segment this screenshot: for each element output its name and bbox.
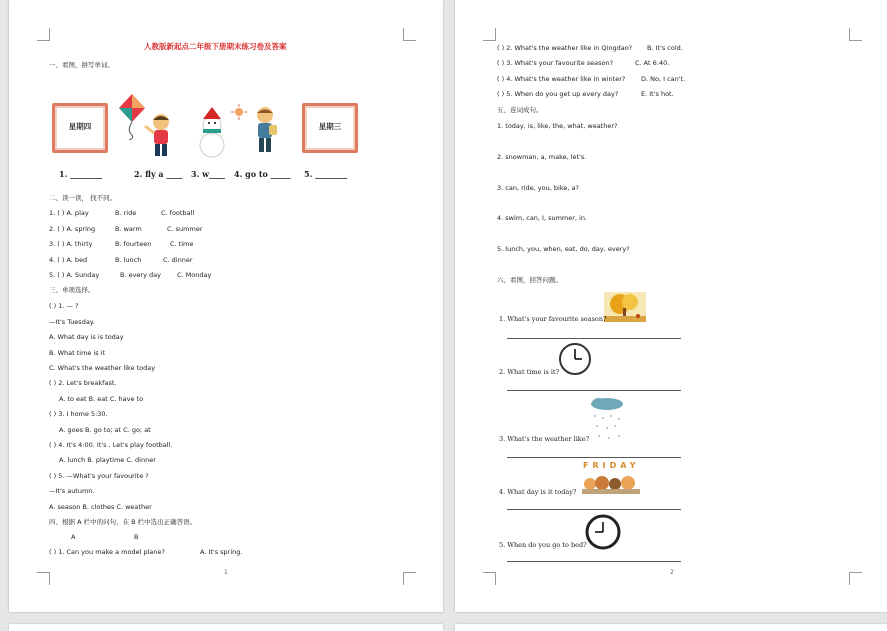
friday-banner: FRIDAY bbox=[583, 461, 640, 470]
animal-friends-image bbox=[582, 472, 640, 494]
section-5-heading: 五、连词成句。 bbox=[497, 106, 543, 114]
sentence-item: 4. swim, can, I, summer, in. bbox=[497, 214, 588, 222]
autumn-tree-image bbox=[604, 292, 646, 322]
answer-line bbox=[507, 457, 681, 458]
sec3-line: A. goes B. go to; at C. go; at bbox=[59, 426, 151, 434]
column-a-label: A bbox=[71, 533, 76, 541]
next-page-edge bbox=[455, 624, 887, 631]
clock-icon bbox=[558, 342, 592, 376]
crop-mark bbox=[483, 572, 496, 585]
match-answer: D. No, I can't. bbox=[641, 75, 686, 83]
sec3-line: A. What day is is today bbox=[49, 333, 124, 341]
picture-blank-4: 4. go to _____ bbox=[234, 169, 291, 179]
column-b-label: B bbox=[134, 533, 139, 541]
picture-question: 1. What's your favourite season? bbox=[499, 315, 607, 323]
match-question: ( ) 5. When do you get up every day? bbox=[497, 90, 619, 98]
match-answer: A. It's spring. bbox=[200, 548, 243, 556]
match-answer: C. At 6:40. bbox=[635, 59, 670, 67]
match-answer: B. It's cold. bbox=[647, 44, 683, 52]
sentence-item: 1. today, is, like, the, what, weather? bbox=[497, 122, 618, 130]
picture-question: 2. What time is it? bbox=[499, 368, 560, 376]
sec3-line: ( ) 2. Let's breakfast. bbox=[49, 379, 117, 387]
match-question: ( ) 3. What's your favourite season? bbox=[497, 59, 614, 67]
boy-icon bbox=[141, 112, 181, 160]
sec3-line: ( ) 5. —What's your favourite ? bbox=[49, 472, 149, 480]
match-question: ( ) 4. What's the weather like in winter? bbox=[497, 75, 626, 83]
crop-mark bbox=[37, 572, 50, 585]
picture-blank-2: 2. fly a ____ bbox=[134, 169, 183, 179]
weekday-frame-right: 星期三 bbox=[302, 103, 358, 153]
section-2-heading: 二、读一读， 找不同。 bbox=[49, 194, 117, 202]
picture-blank-5: 5. ________ bbox=[304, 169, 348, 179]
document-title: 人教版新起点二年级下册期末练习卷及答案 bbox=[144, 42, 287, 51]
page-number: 2 bbox=[670, 569, 674, 576]
crop-mark bbox=[849, 572, 862, 585]
sec3-line: ( ) 3. I home 5:30. bbox=[49, 410, 108, 418]
sec3-line: —It's Tuesday. bbox=[49, 318, 95, 326]
match-question: ( ) 1. Can you make a model plane? bbox=[49, 548, 165, 556]
answer-line bbox=[507, 561, 681, 562]
picture-question: 3. What's the weather like? bbox=[499, 435, 590, 443]
picture-question: 4. What day is it today? bbox=[499, 488, 577, 496]
sec3-line: C. What's the weather like today bbox=[49, 364, 156, 372]
weekday-frame-left: 星期四 bbox=[52, 103, 108, 153]
sec3-line: B. What time is it bbox=[49, 349, 106, 357]
sec3-line: —It's autumn. bbox=[49, 487, 95, 495]
sentence-item: 5. lunch, you, when, eat, do, day, every? bbox=[497, 245, 630, 253]
sentence-item: 3. can, ride, you, bike, a? bbox=[497, 184, 579, 192]
picture-blank-1: 1. ________ bbox=[59, 169, 103, 179]
sec3-line: A. lunch B. playtime C. dinner bbox=[59, 456, 156, 464]
section-4-heading: 四、根据 A 栏中的问句，在 B 栏中选出正确答语。 bbox=[49, 518, 197, 526]
rain-cloud-icon bbox=[587, 396, 629, 444]
document-page-1: 人教版新起点二年级下册期末练习卷及答案 一、看图，拼写单词。 星期四 星期三 1. ________ 2. fly a ____ 3. w____ 4. go to _____ 5. ________ 二、读一读， 找不同。 1. ( ) A. play B. ride C. football 2. ( ) A. spring B. warm C. summer 3. ( ) A. thirty B. fourteen C. time 4. ( ) A. bed B. lunch C. dinner 5. ( ) A. Sunday B. every day C. Monday 三、单项选择。 ( ) 1. — ? —It's Tuesday. A. What day is is today B. What time is it C. What's the weather like today ( ) 2. Let's breakfast. A. to eat B. eat C. have to ( ) 3. I home 5:30. A. goes B. go to; at C. go; at ( ) 4. It's 4:00. It's . Let's play football. A. lunch B. playtime C. dinner ( ) 5. —What's your favourite ? —It's autumn. A. season B. clothes C. weather 四、根据 A 栏中的问句，在 B 栏中选出正确答语。 A B ( ) 1. Can you make a model plane? A. It's spring. 1 bbox=[9, 0, 443, 612]
answer-line bbox=[507, 390, 681, 391]
crop-mark bbox=[849, 28, 862, 41]
section-1-heading: 一、看图，拼写单词。 bbox=[49, 61, 114, 69]
crop-mark bbox=[37, 28, 50, 41]
section-3-heading: 三、单项选择。 bbox=[49, 286, 95, 294]
picture-question: 5. When do you go to bed? bbox=[499, 541, 587, 549]
picture-blank-3: 3. w____ bbox=[191, 169, 226, 179]
crop-mark bbox=[403, 572, 416, 585]
sentence-item: 2. snowman, a, make, let's. bbox=[497, 153, 587, 161]
child-walking-icon bbox=[245, 105, 285, 159]
answer-line bbox=[507, 509, 681, 510]
sec3-line: A. season B. clothes C. weather bbox=[49, 503, 152, 511]
match-question: ( ) 2. What's the weather like in Qingdao? bbox=[497, 44, 633, 52]
next-page-edge bbox=[9, 624, 443, 631]
section-6-heading: 六、看图，回答问题。 bbox=[497, 276, 562, 284]
crop-mark bbox=[483, 28, 496, 41]
answer-line bbox=[507, 338, 681, 339]
crop-mark bbox=[403, 28, 416, 41]
clock-icon bbox=[585, 514, 621, 550]
sec3-line: ( ) 1. — ? bbox=[49, 302, 79, 310]
match-answer: E. It's hot. bbox=[641, 90, 674, 98]
document-page-2 bbox=[455, 0, 887, 612]
page-number: 1 bbox=[224, 569, 228, 576]
sec3-line: A. to eat B. eat C. have to bbox=[59, 395, 144, 403]
sec3-line: ( ) 4. It's 4:00. It's . Let's play football. bbox=[49, 441, 173, 449]
snowman-icon bbox=[192, 107, 232, 159]
